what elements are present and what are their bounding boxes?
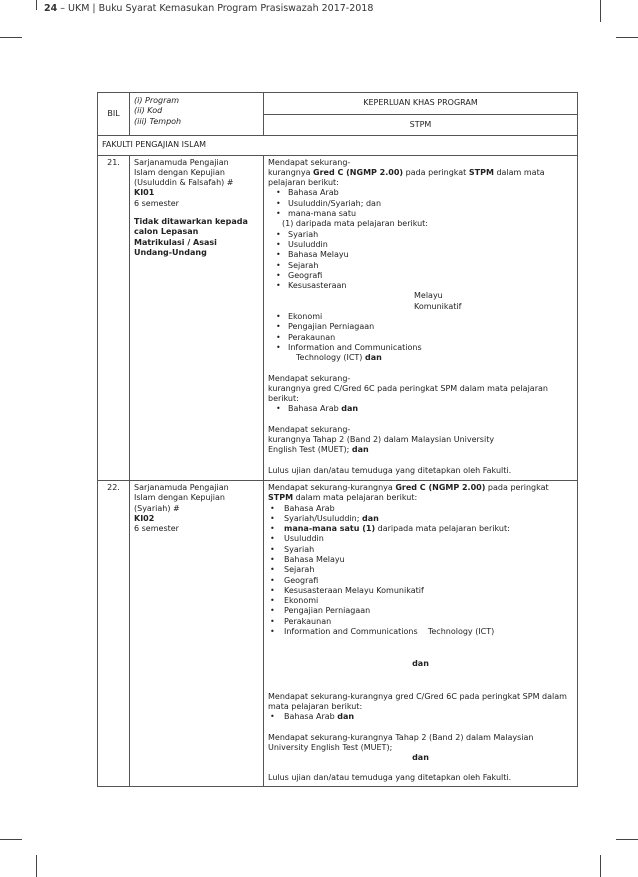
list-item: • Geografi [268, 576, 573, 586]
list-item: • Kesusasteraan Melayu Komunikatif [268, 586, 573, 596]
list-item: • Information and Communications Technology (ICT) [268, 627, 573, 637]
crop-mark [600, 0, 601, 22]
faculty-heading: FAKULTI PENGAJIAN ISLAM [98, 136, 578, 155]
list-item: • Kesusasteraan [268, 281, 573, 291]
program-code: KI01 [134, 188, 155, 198]
crop-mark [616, 839, 638, 840]
crop-mark [0, 37, 22, 38]
list-item: • Sejarah [268, 565, 573, 575]
table-row [98, 155, 578, 480]
program-code: KI02 [134, 513, 155, 523]
crop-mark [600, 855, 601, 877]
list-item: • Perakaunan [268, 617, 573, 627]
running-header [44, 3, 373, 14]
list-item: • Syariah [268, 230, 573, 240]
list-item: • Ekonomi [268, 596, 573, 606]
program-cell: Sarjanamuda Pengajian Islam dengan Kepujian (Syariah) # KI02 6 semester [130, 480, 264, 786]
crop-mark [616, 37, 638, 38]
row-number: 21. [98, 155, 130, 480]
crop-mark [36, 0, 37, 10]
header-keperluan: KEPERLUAN KHAS PROGRAM [264, 93, 578, 115]
list-item: • Perakaunan [268, 333, 573, 343]
page-number: 24 [44, 3, 58, 14]
header-bil: BIL [98, 93, 130, 136]
requirement-cell: Mendapat sekurang-kurangnya Gred C (NGMP 2.00) pada peringkat STPM dalam mata pelajaran berikut: • Bahasa Arab • Syariah/Usuluddin; dan • mana-mana satu (1) daripada mata pelajaran berikut: • Usuluddin • Syariah • Bahasa Melayu • Sejarah • Geografi • Kesusasteraan Melayu Komunikatif • Ekonomi • Pengajian Perniagaan • Perakaunan • Information and Communications Technology (ICT) dan Mendapat sekurang-kurangnya gred C/Gred 6C pada peringkat SPM dalam mata pelajaran berikut: • Bahasa Arab dan Mendapat sekurang-kurangnya Tahap 2 (Band 2) dalam Malaysian University English Test (MUET); dan Lulus ujian dan/atau temuduga yang ditetapkan oleh Fakulti. [264, 480, 578, 786]
list-item: • Bahasa Arab [268, 188, 573, 198]
list-item: • Bahasa Melayu [268, 555, 573, 565]
program-duration: 6 semester [134, 198, 179, 208]
list-item: • Pengajian Perniagaan [268, 606, 573, 616]
list-item: • Usuluddin [268, 240, 573, 250]
running-title: – UKM | Buku Syarat Kemasukan Program Prasiswazah 2017-2018 [60, 3, 374, 14]
list-item: • Pengajian Perniagaan [268, 322, 573, 332]
list-item: • Usuluddin [268, 534, 573, 544]
list-item: • Geografi [268, 271, 573, 281]
list-item: • Ekonomi [268, 312, 573, 322]
header-program: (i) Program (ii) Kod (iii) Tempoh [130, 93, 264, 136]
list-item: • Sejarah [268, 261, 573, 271]
row-number: 22. [98, 480, 130, 786]
requirement-cell: Mendapat sekurang- kurangnya Gred C (NGMP 2.00) pada peringkat STPM dalam mata pelajaran berikut: • Bahasa Arab • Usuluddin/Syariah; dan • mana-mana satu (1) daripada mata pelajaran berikut: • Syariah • Usuluddin • Bahasa Melayu • Sejarah • Geografi • Kesusasteraan Melayu Komunikatif • Ekonomi • Pengajian Perniagaan • Perakaunan • Information and Communications Technology (ICT) dan Mendapat sekurang- kurangnya gred C/Gred 6C pada peringkat SPM dalam mata pelajaran berikut: • Bahasa Arab dan Mendapat sekurang- kurangnya Tahap 2 (Band 2) dalam Malaysian University English Test (MUET); dan Lulus ujian dan/atau temuduga yang ditetapkan oleh Fakulti. [264, 155, 578, 480]
crop-mark [0, 839, 22, 840]
list-item: • Usuluddin/Syariah; dan [268, 199, 573, 209]
program-duration: 6 semester [134, 524, 179, 534]
table-row [98, 480, 578, 786]
requirements-table [97, 92, 578, 787]
list-item: • mana-mana satu (1) daripada mata pelajaran berikut: [268, 524, 573, 534]
list-item: • Bahasa Melayu [268, 250, 573, 260]
list-item: • Information and Communications [268, 343, 573, 353]
program-cell: Sarjanamuda Pengajian Islam dengan Kepujian (Usuluddin & Falsafah) # KI01 6 semester Tidak ditawarkan kepada calon Lepasan Matrikulasi / Asasi Undang-Undang [130, 155, 264, 480]
header-stpm: STPM [264, 115, 578, 136]
list-item: • Bahasa Arab dan [268, 404, 573, 414]
crop-mark [36, 855, 37, 877]
list-item: • Bahasa Arab dan [268, 712, 573, 722]
list-item: • Syariah/Usuluddin; dan [268, 514, 573, 524]
list-item: • Syariah [268, 545, 573, 555]
list-item: • mana-mana satu [268, 209, 573, 219]
list-item: • Bahasa Arab [268, 504, 573, 514]
